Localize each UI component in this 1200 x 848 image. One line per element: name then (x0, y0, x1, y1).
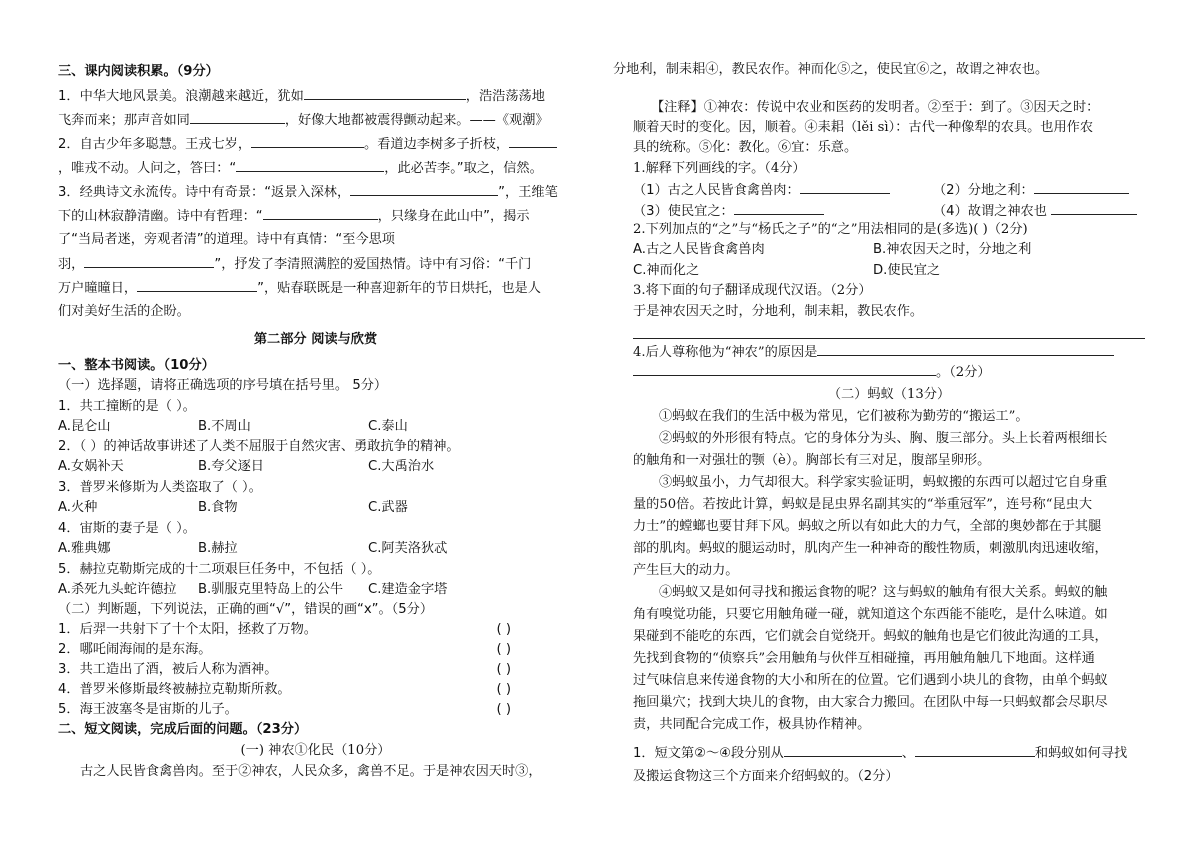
passage2-line: 部的肌肉。蚂蚁的腿运动时，肌肉产生一种神奇的酸性物质，刺激肌肉迅速收缩， (633, 541, 1108, 556)
q3-line5: 万户曈曈日， ”，贴春联既是一种喜迎新年的节日烘托，也是人 (58, 278, 541, 299)
passage2-line: 责，共同配合完成工作，极具协作精神。 (633, 717, 871, 732)
tf-item: 4．普罗米修斯最终被赫拉克勒斯所救。 ( ) (58, 680, 573, 700)
mc-instructions: （一）选择题，请将正确选项的序号填在括号里。 5分） (58, 378, 388, 393)
answer-blank[interactable] (915, 743, 1035, 757)
part2-title: 第二部分 阅读与欣赏 (253, 332, 378, 347)
passage2-line: 的触角和一对强壮的颚（è）。胸部长有三对足，腹部呈卵形。 (633, 453, 991, 468)
mc-option[interactable]: A.火种 (58, 500, 98, 515)
definition-item: （3）使民宜之： (633, 201, 824, 222)
answer-blank[interactable] (137, 278, 257, 292)
answer-paren[interactable]: ( ) (496, 682, 511, 697)
passage2-title: （二）蚂蚁（13分） (827, 387, 951, 402)
answer-blank[interactable] (304, 86, 466, 100)
answer-paren[interactable]: ( ) (496, 622, 511, 637)
q2-line1: 2．自古少年多聪慧。王戎七岁， 。看道边李树多子折枝， (58, 134, 557, 155)
passage2-line: 量的50倍。若按此计算，蚂蚁是昆虫界名副其实的“举重冠军”，连号称“昆虫大 (633, 497, 1093, 512)
answer-blank[interactable] (190, 110, 285, 124)
answer-blank[interactable] (734, 201, 824, 215)
notes-line: 【注释】①神农：传说中农业和医药的发明者。②至于：到了。③因天之时： (651, 100, 1100, 115)
passage2-line: 先找到食物的“侦察兵”会用触角与伙伴互相碰撞，再用触角触几下地面。这样通 (633, 651, 1095, 666)
answer-blank[interactable] (84, 254, 214, 268)
q3-line3: 了“当局者迷，旁观者清”的道理。诗中有真情：“至今思项 (58, 232, 395, 247)
passage1-text: 古之人民皆食禽兽肉。至于②神农，人民众多，禽兽不足。于是神农因天时③， (80, 764, 542, 779)
mc-option[interactable]: C.神而化之 (633, 263, 700, 278)
tf-item: 5．海王波塞冬是宙斯的儿子。 ( ) (58, 700, 573, 720)
q2-line2: ，唯戎不动。人问之，答曰：“ ，此必苦李。”取之，信然。 (58, 158, 543, 179)
notes-line: 顺着天时的变化。因，顺着。④耒耜（lěi sì）：古代一种像犁的农具。也用作农 (633, 120, 1094, 135)
mc-option[interactable]: C.阿芙洛狄忒 (368, 541, 448, 556)
answer-blank[interactable] (784, 743, 902, 757)
q3-line4: 羽， ”，抒发了李清照满腔的爱国热情。诗中有习俗：“千门 (58, 254, 531, 275)
mc-option[interactable]: A.昆仑山 (58, 419, 111, 434)
passage2-line: ②蚂蚁的外形很有特点。它的身体分为头、胸、腹三部分。头上长着两根细长 (659, 431, 1108, 446)
mc-option[interactable]: B.食物 (198, 500, 238, 515)
mc-option[interactable]: A.雅典娜 (58, 541, 111, 556)
definition-item: （4）故谓之神农也 (933, 201, 1137, 222)
r-question-5: 1．短文第②～④段分别从 、 和蚂蚁如何寻找 (633, 743, 1127, 764)
r-question-1: 1.解释下列画线的字。（4分） (633, 161, 806, 176)
section3-heading: 三、课内阅读积累。（9分） (58, 64, 219, 79)
passage2-line: ①蚂蚁在我们的生活中极为常见，它们被称为勤劳的“搬运工”。 (659, 409, 1029, 424)
definition-item: （1）古之人民皆食禽兽肉： (633, 180, 890, 201)
answer-blank[interactable] (350, 182, 498, 196)
r-question-4: 4.后人尊称他为“神农”的原因是 (633, 342, 1145, 363)
mc-option[interactable]: C.武器 (368, 500, 408, 515)
mc-option[interactable]: C.泰山 (368, 419, 408, 434)
q3-line1: 3．经典诗文永流传。诗中有奇景：“返景入深林， ”，王维笔 (58, 182, 558, 203)
answer-blank[interactable] (1051, 201, 1137, 215)
answer-paren[interactable]: ( ) (496, 702, 511, 717)
mc-option[interactable]: B.夸父逐日 (198, 459, 264, 474)
answer-blank[interactable] (251, 134, 364, 148)
mc-question: 3．普罗米修斯为人类盗取了（ ）。 (58, 480, 262, 495)
notes-line: 具的统称。⑤化：教化。⑥宜：乐意。 (633, 140, 858, 155)
passage2-line: 拖回巢穴；找到大块儿的食物，由大家合力搬回。在团队中每一只蚂蚁都会尽职尽 (633, 695, 1108, 710)
mc-question: 4．宙斯的妻子是（ ）。 (58, 521, 196, 536)
passage1-title: (一) 神农①化民（10分） (240, 743, 391, 758)
r-question-2: 2.下列加点的“之”与“杨氏之子”的“之”用法相同的是(多选)( )（2分) (633, 222, 1028, 237)
definition-item: （2）分地之利： (933, 180, 1129, 201)
answer-blank[interactable] (817, 342, 1114, 356)
answer-blank[interactable] (1034, 180, 1129, 194)
mc-option[interactable]: B.赫拉 (198, 541, 238, 556)
passage2-line: ④蚂蚁又是如何寻找和搬运食物的呢？这与蚂蚁的触角有很大关系。蚂蚁的触 (659, 585, 1108, 600)
q3-line6: 们对美好生活的企盼。 (58, 304, 190, 319)
mc-option[interactable]: A.女娲补天 (58, 459, 124, 474)
r-question-4-end: 。（2分） (633, 362, 991, 383)
passage1-continued: 分地利，制耒耜④，教民农作。神而化⑤之，使民宜⑥之，故谓之神农也。 (613, 62, 1049, 77)
mc-option[interactable]: C.大禹治水 (368, 459, 435, 474)
r-question-5-end: 及搬运食物这三个方面来介绍蚂蚁的。（2分） (633, 769, 899, 784)
passage2-line: 力士”的螳螂也要甘拜下风。蚂蚁之所以有如此大的力气，全部的奥妙都在于其腿 (633, 519, 1102, 534)
passage2-line: 角有嗅觉功能，只要它用触角碰一碰，就知道这个东西能不能吃，是什么味道。如 (633, 607, 1108, 622)
section2-heading: 二、短文阅读，完成后面的问题。（23分） (58, 722, 308, 737)
tf-instructions: （二）判断题，下列说法，正确的画“√”，错误的画“x”。（5分） (58, 602, 434, 617)
passage2-line: ③蚂蚁虽小，力气却很大。科学家实验证明，蚂蚁搬的东西可以超过它自身重 (659, 475, 1108, 490)
q1-line2: 飞奔而来；那声音如同 ，好像大地都被震得颤动起来。——《观潮》 (58, 110, 549, 131)
section1-heading: 一、整本书阅读。（10分） (58, 358, 215, 373)
answer-blank[interactable] (800, 180, 890, 194)
tf-item: 3．共工造出了酒，被后人称为酒神。 ( ) (58, 660, 573, 680)
mc-option[interactable]: A.古之人民皆食禽兽肉 (633, 242, 765, 257)
mc-question: 1．共工撞断的是（ ）。 (58, 399, 196, 414)
mc-option[interactable]: C.建造金字塔 (368, 582, 448, 597)
mc-option[interactable]: B.神农因天之时，分地之利 (873, 242, 1032, 257)
mc-option[interactable]: A.杀死九头蛇许德拉 (58, 582, 177, 597)
mc-option[interactable]: B.驯服克里特岛上的公牛 (198, 582, 344, 597)
translate-sentence: 于是神农因天之时，分地利，制耒耜，教民农作。 (633, 304, 924, 319)
mc-question: 2．（ ）的神话故事讲述了人类不屈服于自然灾害、勇敢抗争的精神。 (58, 439, 460, 454)
answer-paren[interactable]: ( ) (496, 662, 511, 677)
answer-blank[interactable] (633, 362, 936, 376)
q1-line1: 1．中华大地风景美。浪潮越来越近，犹如 ，浩浩荡荡地 (58, 86, 545, 107)
passage2-line: 产生巨大的动力。 (633, 563, 739, 578)
passage2-line: 果碰到不能吃的东西，它们就会自觉绕开。蚂蚁的触角也是它们彼此沟通的工具， (633, 629, 1108, 644)
mc-option[interactable]: D.使民宜之 (873, 263, 941, 278)
passage2-line: 过气味信息来传递食物的大小和所在的位置。它们遇到小块儿的食物，由单个蚂蚁 (633, 673, 1108, 688)
answer-paren[interactable]: ( ) (496, 642, 511, 657)
q3-line2: 下的山林寂静清幽。诗中有哲理：“ ，只缘身在此山中”，揭示 (58, 206, 530, 227)
r-question-3: 3.将下面的句子翻译成现代汉语。（2分） (633, 283, 872, 298)
mc-option[interactable]: B.不周山 (198, 419, 251, 434)
answer-blank[interactable] (509, 134, 557, 148)
mc-question: 5．赫拉克勒斯完成的十二项艰巨任务中，不包括（ ）。 (58, 562, 381, 577)
tf-item: 1．后羿一共射下了十个太阳，拯救了万物。 ( ) (58, 620, 573, 640)
answer-blank[interactable] (263, 206, 378, 220)
answer-blank[interactable] (236, 158, 384, 172)
answer-line[interactable] (633, 338, 1145, 339)
tf-item: 2．哪吒闹海闹的是东海。 ( ) (58, 640, 573, 660)
